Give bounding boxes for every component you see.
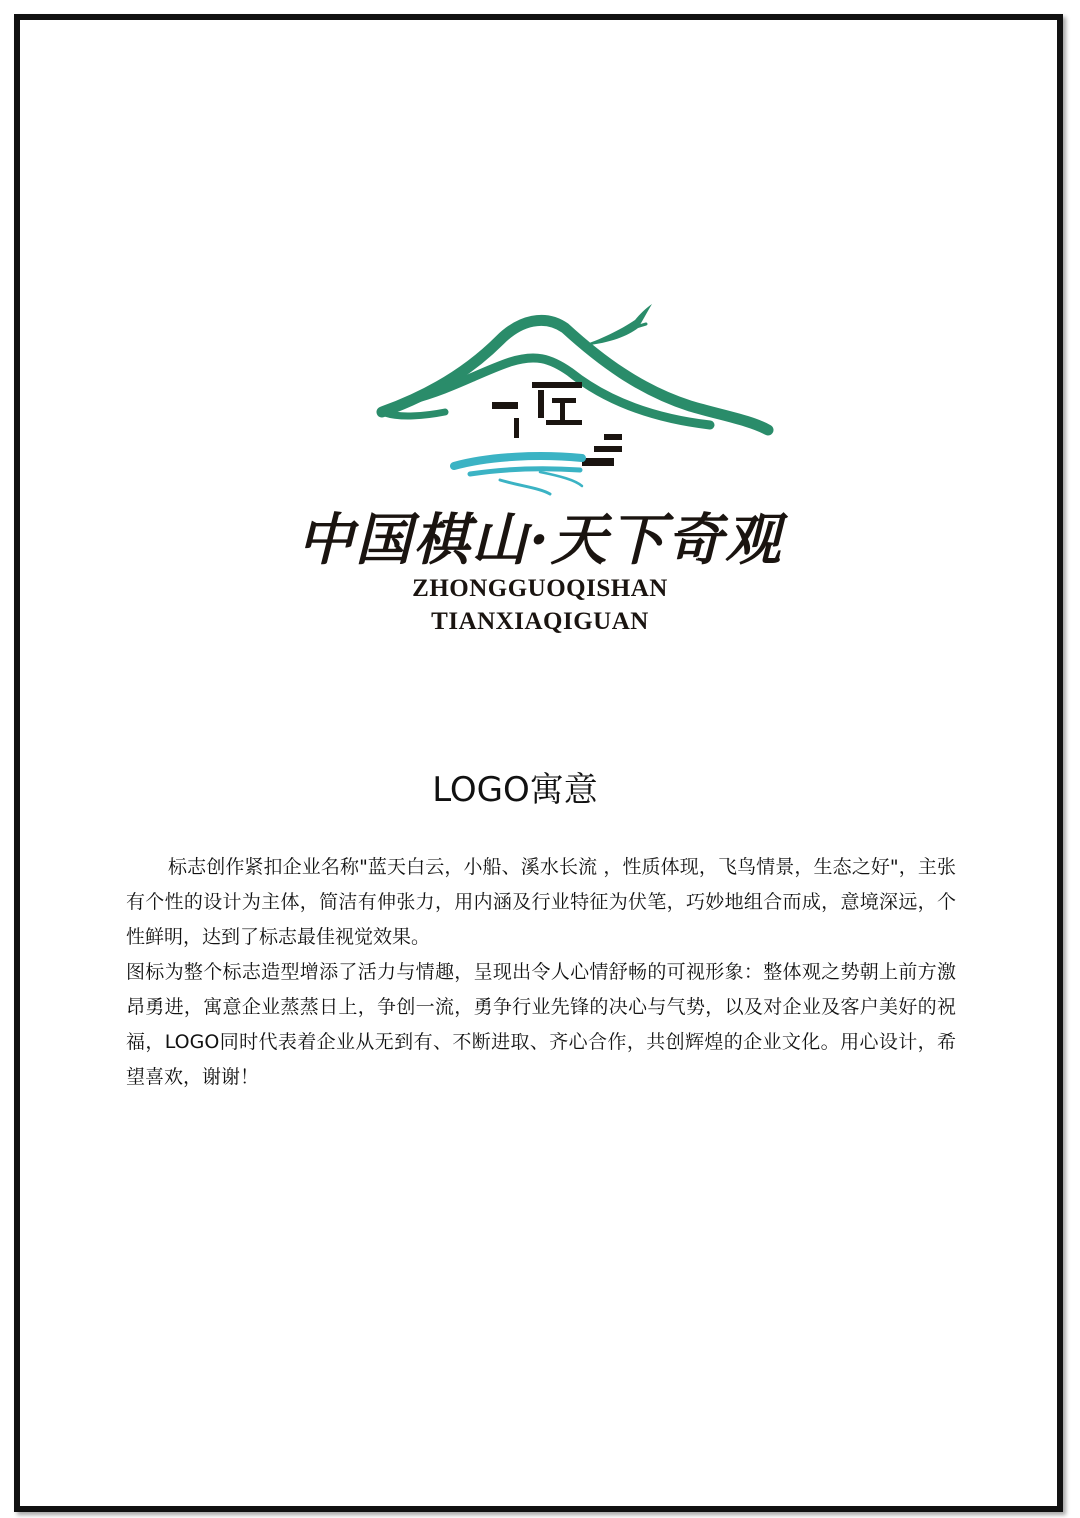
water-stream [454, 456, 582, 466]
logo-pinyin-line1: ZHONGGUOQISHAN [412, 575, 668, 602]
boat-icon [582, 434, 622, 466]
logo-emblem [370, 300, 780, 500]
mountain-foot-stroke [385, 412, 445, 416]
description-paragraph-2: 图标为整个标志造型增添了活力与情趣，呈现出令人心情舒畅的可视形象：整体观之势朝上前方激昂勇进，寓意企业蒸蒸日上，争创一流，勇争行业先锋的决心与气势，以及对企业及客户美好的祝福，LOGO同时代表着企业从无到有、不断进取、齐心合作，共创辉煌的企业文化。用心设计，希望喜欢，谢谢！ [126, 961, 956, 1088]
house-icon [492, 382, 582, 438]
description-text [126, 850, 956, 1095]
description-paragraph-1: 标志创作紧扣企业名称"蓝天白云，小船、溪水长流 ，性质体现，飞鸟情景，生态之好"，主张有个性的设计为主体，简洁有伸张力，用内涵及行业特征为伏笔，巧妙地组合而成，意境深远，个性鲜明，达到了标志最佳视觉效果。 [126, 856, 956, 948]
section-title: LOGO寓意 [432, 770, 598, 810]
logo-pinyin-line2: TIANXIAQIGUAN [431, 608, 649, 635]
logo-title: 中国棋山·天下奇观 [297, 507, 783, 573]
